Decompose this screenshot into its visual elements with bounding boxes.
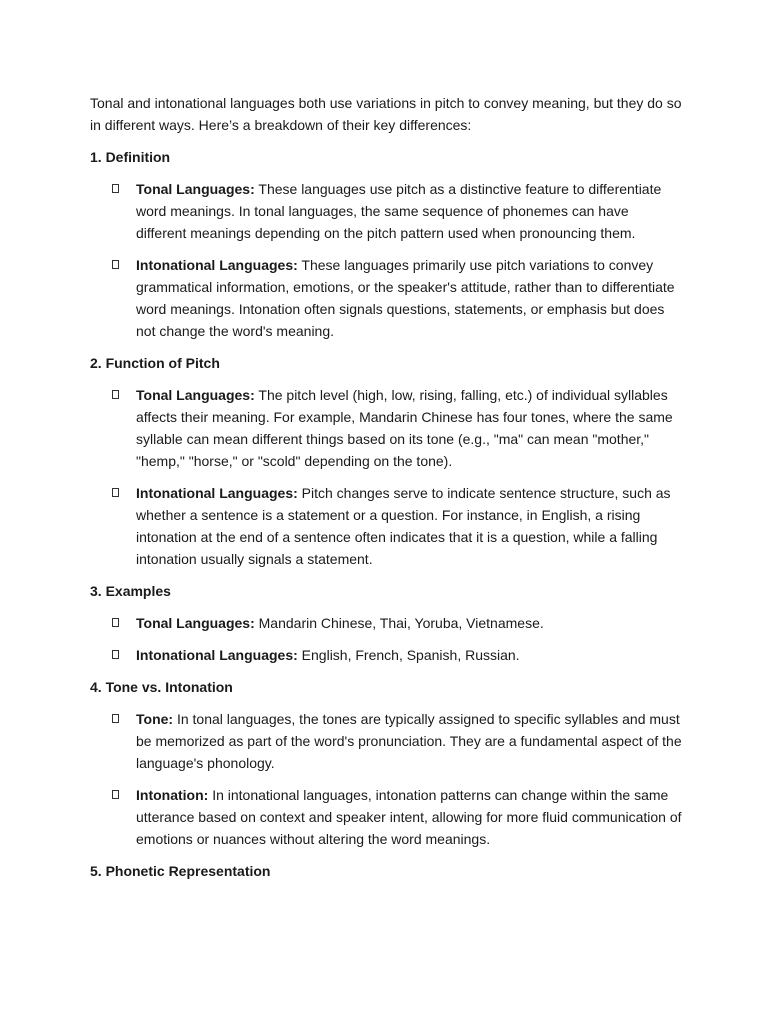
intro-paragraph: Tonal and intonational languages both use variations in pitch to convey meaning, but they do so in different ways. Here’s a breakdown of their key differences: <box>90 95 682 133</box>
item-text: In tonal languages, the tones are typically assigned to specific syllables and must be memorized as part of the word's pronunciation. They are a fundamental aspect of the language's phonology. <box>136 711 682 771</box>
bullet-box-icon <box>112 260 119 269</box>
item-text: Pitch changes serve to indicate sentence structure, such as whether a sentence is a statement or a question. For instance, in English, a rising intonation at the end of a sentence often indicates that it is a question, while a falling intonation usually signals a statement. <box>136 485 671 567</box>
item-text: These languages primarily use pitch variations to convey grammatical information, emotions, or the speaker's attitude, rather than to differentiate word meanings. Intonation often signals questions, statements, or emphasis but does not change the word's meaning. <box>136 257 675 339</box>
section-heading: 4. Tone vs. Intonation <box>90 679 233 695</box>
section-phonetic-representation <box>90 860 682 882</box>
bullet-box-icon <box>112 488 119 497</box>
item-label: Tonal Languages: <box>136 181 255 197</box>
item-text: Mandarin Chinese, Thai, Yoruba, Vietnamese. <box>258 615 544 631</box>
section-heading: 2. Function of Pitch <box>90 355 220 371</box>
bullet-box-icon <box>112 390 119 399</box>
bullet-box-icon <box>112 184 119 193</box>
section-definition <box>90 146 682 342</box>
section-heading: 3. Examples <box>90 583 171 599</box>
item-label: Tonal Languages: <box>136 387 255 403</box>
bullet-box-icon <box>112 714 119 723</box>
list-item <box>90 254 682 342</box>
bullet-list <box>90 384 682 570</box>
section-heading: 1. Definition <box>90 149 171 165</box>
section-examples <box>90 580 682 666</box>
item-label: Intonation: <box>136 787 209 803</box>
bullet-list <box>90 178 682 342</box>
item-label: Tone: <box>136 711 174 727</box>
list-item <box>90 384 682 472</box>
item-text: These languages use pitch as a distinctive feature to differentiate word meanings. In tonal languages, the same sequence of phonemes can have different meanings depending on the pitch pattern used when pronouncing them. <box>136 181 662 241</box>
list-item <box>90 644 682 666</box>
item-text: English, French, Spanish, Russian. <box>301 647 520 663</box>
bullet-box-icon <box>112 790 119 799</box>
list-item <box>90 178 682 244</box>
section-heading: 5. Phonetic Representation <box>90 863 271 879</box>
bullet-list <box>90 612 682 666</box>
list-item <box>90 784 682 850</box>
bullet-box-icon <box>112 618 119 627</box>
item-label: Intonational Languages: <box>136 485 298 501</box>
item-text: In intonational languages, intonation patterns can change within the same utterance based on context and speaker intent, allowing for more fluid communication of emotions or nuances without altering the word meanings. <box>136 787 682 847</box>
item-label: Tonal Languages: <box>136 615 255 631</box>
list-item <box>90 612 682 634</box>
item-text: The pitch level (high, low, rising, falling, etc.) of individual syllables affects their meaning. For example, Mandarin Chinese has four tones, where the same syllable can mean different things based on its tone (e.g., "ma" can mean "mother," "hemp," "horse," or "scold" depending on the tone). <box>136 387 673 469</box>
item-label: Intonational Languages: <box>136 257 298 273</box>
section-tone-vs-intonation <box>90 676 682 850</box>
bullet-box-icon <box>112 650 119 659</box>
list-item <box>90 482 682 570</box>
section-function-of-pitch <box>90 352 682 570</box>
list-item <box>90 708 682 774</box>
document-page <box>90 92 682 892</box>
item-label: Intonational Languages: <box>136 647 298 663</box>
bullet-list <box>90 708 682 850</box>
